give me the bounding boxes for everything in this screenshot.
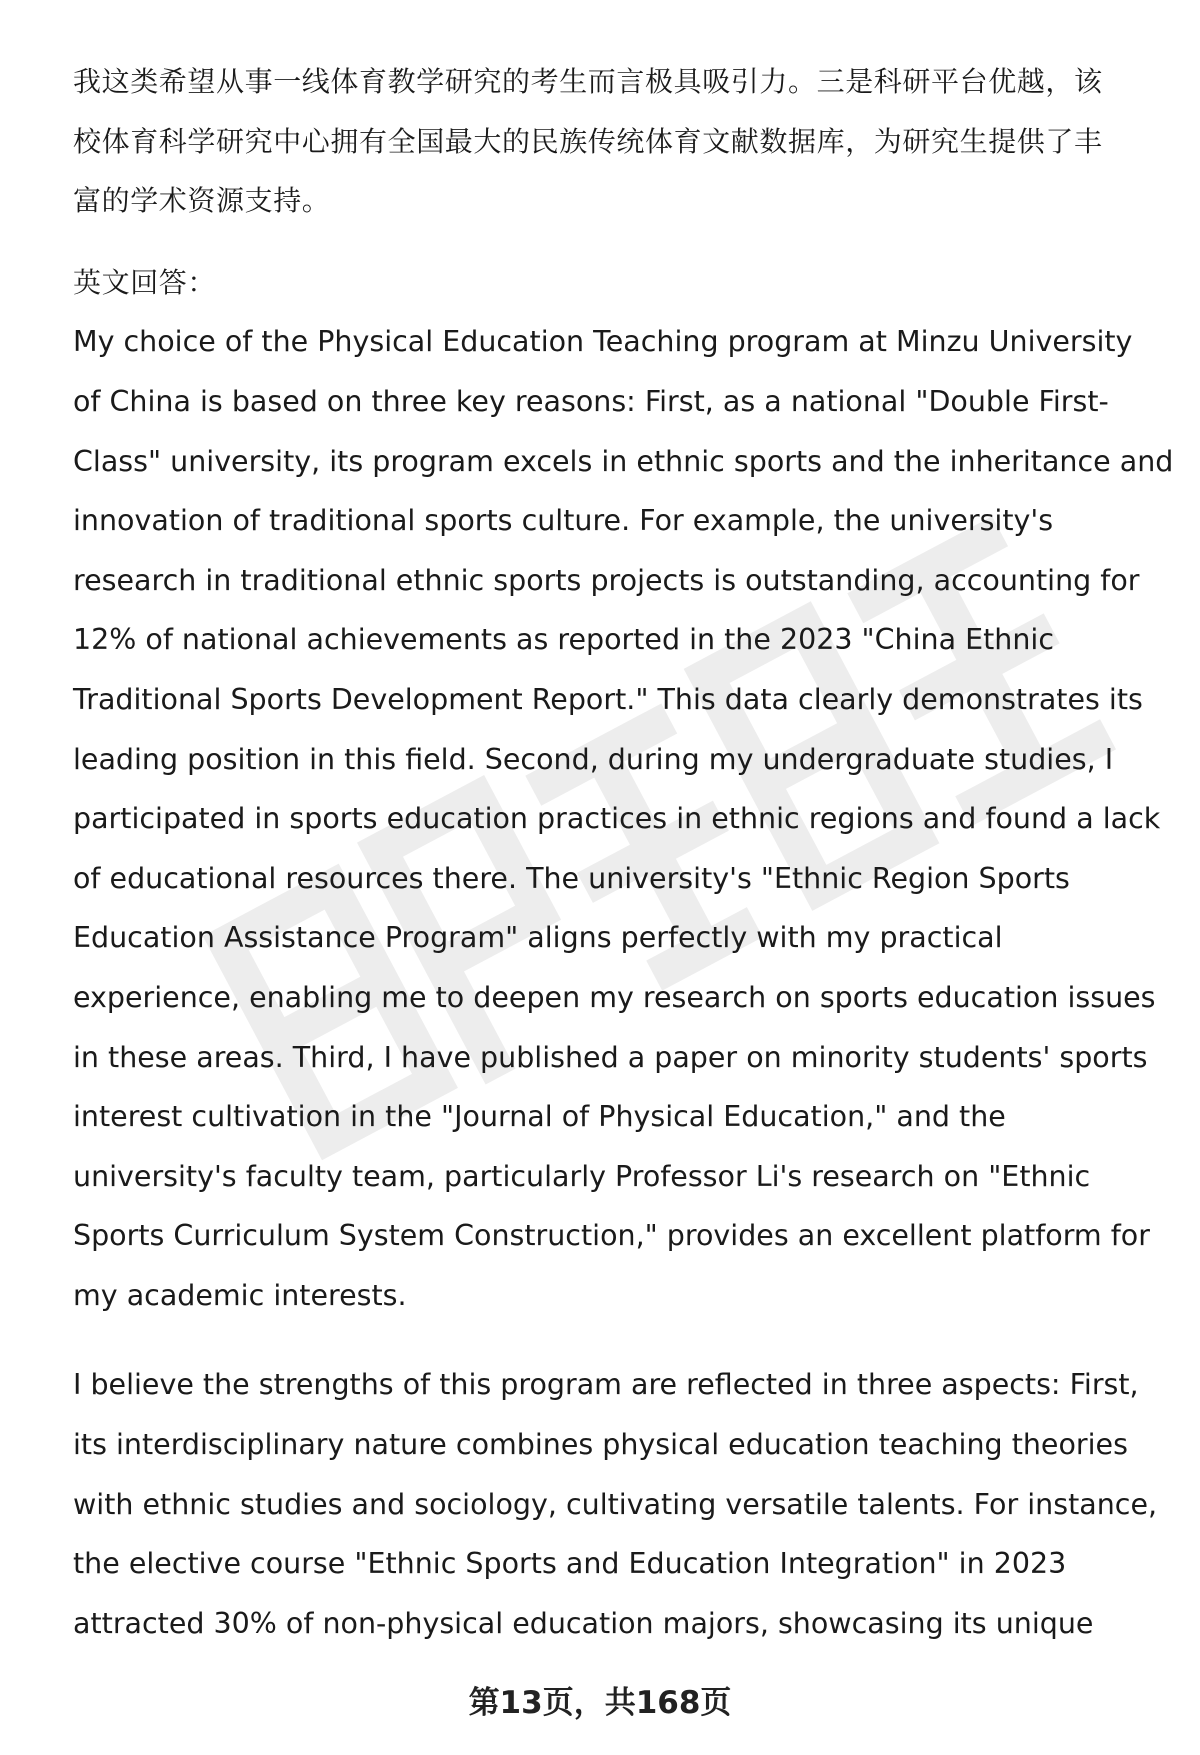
text-line: its interdisciplinary nature combines physical education teaching theories	[73, 1428, 1128, 1462]
paragraph-english-2	[73, 1355, 1158, 1653]
text-line: Class" university, its program excels in ethnic sports and the inheritance and	[73, 444, 1174, 478]
text-line: attracted 30% of non-physical education majors, showcasing its unique	[73, 1606, 1094, 1640]
text-line: my academic interests.	[73, 1278, 407, 1312]
text-line: 富的学术资源支持。	[73, 184, 331, 218]
text-line: 我这类希望从事一线体育教学研究的考生而言极具吸引力。三是科研平台优越，该	[73, 65, 1103, 98]
text-line: with ethnic studies and sociology, cultivating versatile talents. For instance,	[73, 1487, 1158, 1521]
text-line: interest cultivation in the "Journal of Physical Education," and the	[73, 1100, 1006, 1134]
paragraph-english-1	[73, 312, 1174, 1325]
paragraph-cn-continuation	[73, 52, 1153, 231]
text-line: 英文回答：	[73, 265, 217, 299]
text-line: Sports Curriculum System Construction," provides an excellent platform for	[73, 1219, 1150, 1253]
section-heading-english-answer	[73, 253, 1153, 313]
document-body	[73, 52, 1174, 1653]
text-line: innovation of traditional sports culture. For example, the university's	[73, 504, 1054, 538]
text-line: I believe the strengths of this program are reflected in three aspects: First,	[73, 1368, 1139, 1402]
text-line: in these areas. Third, I have published a paper on minority students' sports	[73, 1040, 1148, 1074]
text-line: Education Assistance Program" aligns perfectly with my practical	[73, 921, 1003, 955]
text-line: of educational resources there. The university's "Ethnic Region Sports	[73, 861, 1070, 895]
text-line: 校体育科学研究中心拥有全国最大的民族传统体育文献数据库，为研究生提供了丰	[73, 124, 1103, 158]
text-line: 12% of national achievements as reported in the 2023 "China Ethnic	[73, 623, 1055, 657]
text-line: Traditional Sports Development Report." This data clearly demonstrates its	[73, 682, 1143, 716]
text-line: participated in sports education practices in ethnic regions and found a lack	[73, 802, 1161, 836]
text-line: My choice of the Physical Education Teaching program at Minzu University	[73, 325, 1133, 359]
text-line: research in traditional ethnic sports projects is outstanding, accounting for	[73, 563, 1140, 597]
text-line: leading position in this field. Second, during my undergraduate studies, I	[73, 742, 1114, 776]
text-line: of China is based on three key reasons: First, as a national "Double First-	[73, 384, 1109, 418]
text-line: university's faculty team, particularly Professor Li's research on "Ethnic	[73, 1159, 1091, 1193]
page-number-footer: 第13页，共168页	[468, 1685, 732, 1721]
text-line: the elective course "Ethnic Sports and Education Integration" in 2023	[73, 1547, 1067, 1581]
text-line: experience, enabling me to deepen my research on sports education issues	[73, 980, 1156, 1014]
